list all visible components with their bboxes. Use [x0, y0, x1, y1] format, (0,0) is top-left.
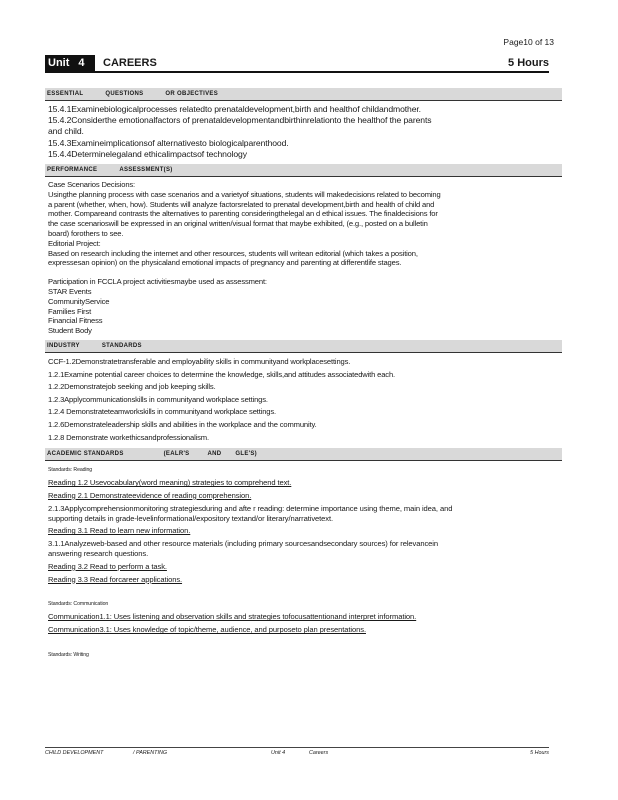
communication-standard: Communication3.1: Uses knowledge of topic/theme, audience, and purposeto plan presentations. [48, 625, 366, 635]
objective-item: 15.4.3Examineimplicationsof alternativesto biologicalparenthood. [48, 137, 289, 148]
unit-title: CAREERS [103, 57, 157, 69]
communication-standard: Communication1.1: Uses listening and observation skills and strategies tofocusattentionand interpret information. [48, 612, 417, 622]
writing-standards-label: Standards: Writing [48, 651, 89, 658]
reading-standard: Reading 2.1 Demonstrateevidence of reading comprehension. [48, 490, 252, 500]
essential-bar [45, 88, 562, 101]
academic-bar [45, 448, 562, 461]
essential-bar-word-1: ESSENTIAL [47, 91, 84, 97]
essential-bar-word-3: OR OBJECTIVES [165, 91, 218, 97]
performance-line: mother. Compareand contrasts the alternatives to parenting consideringthelegal an d ethical issues. The finaldecisions for [48, 209, 438, 219]
objective-item: and child. [48, 126, 84, 137]
fccla-item: Student Body [48, 326, 92, 336]
performance-line: the case scenarioswill be expressed in an original written/visual format that maybe exhibited, (e.g., posted on a bulletin [48, 219, 428, 229]
reading-standards-label: Standards: Reading [48, 467, 93, 474]
performance-line: Case Scenarios Decisions: [48, 180, 135, 190]
essential-objectives [45, 101, 562, 164]
unit-header [45, 55, 549, 73]
communication-standards-label: Standards: Communication [48, 601, 109, 608]
performance-bar [45, 164, 562, 177]
academic-bar-word-1: ACADEMIC STANDARDS [47, 451, 124, 458]
academic-bar-word-2: (EALR'S [163, 451, 190, 458]
industry-item: 1.2.1Examine potential career choices to determine the knowledge, skills,and attitudes associatedwith each. [48, 369, 395, 379]
reading-standard: Reading 3.3 Read forcareer applications. [48, 574, 183, 584]
industry-item: 1.2.6Demonstrateleadership skills and abilities in the workplace and the community. [48, 419, 317, 429]
industry-item: 1.2.2Demonstratejob seeking and job keeping skills. [48, 382, 216, 392]
objective-item: 15.4.1Examinebiologicalprocesses relatedto prenataldevelopment,birth and healthof childandmother. [48, 104, 421, 114]
industry-item: 1.2.4 Demonstrateteamworkskills in communityand workplace settings. [48, 407, 276, 417]
objective-item: 15.4.2Considerthe emotionalfactors of prenataldevelopmentandbirthinrelationto the healthof the parents [48, 115, 432, 126]
reading-standard: supporting details in grade-levelinformational/expository textand/or literary/narrativetext. [48, 513, 333, 523]
performance-line: Based on research including the internet and other resources, students will writean editorial (which takes a position, [48, 248, 418, 258]
industry-bar-word-2: STANDARDS [101, 342, 142, 349]
performance-line: expressesan opinion) on the physicaland emotional impacts of pregnancy and parenting at differentlife stages. [48, 258, 402, 268]
industry-item: 1.2.8 Demonstrate workethicsandprofessionalism. [48, 432, 209, 442]
reading-standard: Reading 1.2 Usevocabulary(word meaning) strategies to comprehend text. [48, 478, 292, 488]
academic-bar-word-3: AND [207, 451, 222, 458]
industry-bar [45, 340, 562, 353]
page-number: Page10 of 13 [503, 37, 554, 47]
objective-item: 15.4.4Determinelegaland ethicalimpactsof technology [48, 148, 247, 159]
performance-line: Editorial Project: [48, 238, 101, 248]
page-footer [45, 747, 549, 760]
industry-item: CCF-1.2Demonstratetransferable and employability skills in communityand workplacesettings. [48, 356, 351, 366]
industry-item: 1.2.3Applycommunicationskills in communityand workplace settings. [48, 394, 268, 404]
footer-course-sub: / PARENTING [133, 750, 168, 756]
reading-standard: 3.1.1Analyzeweb-based and other resource materials (including primary sourcesandsecondary sources) for relevancein [48, 539, 439, 549]
footer-topic: Careers [309, 750, 329, 756]
performance-bar-word-2: ASSESSMENT(S) [119, 167, 173, 174]
fccla-item: STAR Events [48, 286, 92, 296]
industry-bar-word-1: INDUSTRY [47, 342, 80, 349]
unit-number: 4 [78, 57, 85, 69]
reading-standard: Reading 3.2 Read to perform a task. [48, 561, 167, 571]
performance-line: a parent (whether, when, how). Students will analyze factorsrelated to prenatal development,birth and health of child and [48, 199, 435, 209]
academic-bar-word-4: GLE'S) [235, 451, 257, 458]
fccla-intro: Participation in FCCLA project activitiesmaybe used as assessment: [48, 277, 267, 287]
fccla-item: Financial Fitness [48, 316, 103, 326]
essential-bar-word-2: QUESTIONS [105, 91, 144, 97]
footer-course: CHILD DEVELOPMENT [45, 750, 104, 756]
academic-standards [45, 461, 562, 667]
footer-unit: Unit 4 [271, 750, 286, 756]
performance-bar-word-1: PERFORMANCE [47, 167, 98, 174]
reading-standard: answering research questions. [48, 548, 149, 558]
performance-line: board) forothers to see. [48, 229, 124, 238]
performance-line: Usingthe planning process with case scenarios and a varietyof situations, students will makedecisions related to becoming [48, 189, 441, 199]
footer-hours: 5 Hours [530, 750, 549, 756]
unit-label-box [45, 55, 95, 71]
document-body [45, 88, 562, 667]
industry-standards [45, 353, 562, 448]
performance-assessments [45, 177, 562, 340]
unit-hours: 5 Hours [508, 57, 549, 69]
reading-standard: Reading 3.1 Read to learn new information. [48, 526, 191, 536]
unit-label: Unit [48, 57, 70, 69]
reading-standard: 2.1.3Applycomprehensionmonitoring strategiesduring and afte r reading: determine importance using theme, main idea, and [48, 503, 453, 513]
fccla-item: CommunityService [48, 296, 110, 306]
fccla-item: Families First [48, 306, 92, 316]
